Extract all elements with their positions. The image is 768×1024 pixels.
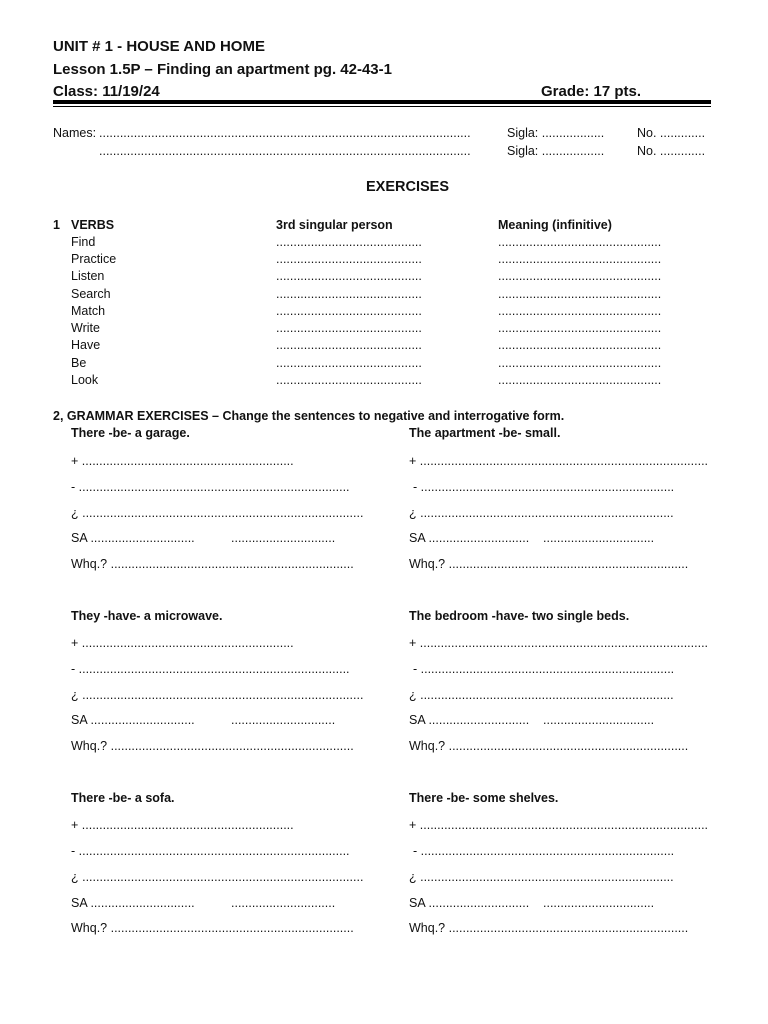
exercise-sentence: There -be- a garage. [71,426,190,440]
header-rule-thick [53,100,711,104]
verb-blank-meaning: ............................................... [498,338,662,352]
verb-item: Look [71,373,99,387]
question-line: ¿ ......................................................................... [409,506,674,520]
verb-blank-meaning: ............................................... [498,373,662,387]
question-line: ¿ ................................................................................. [71,688,364,702]
short-answer-line: SA .............................. [71,713,195,727]
class-date: Class: 11/19/24 [53,83,160,100]
names-line-1: ........................................................................................................... [99,126,471,140]
short-answer-line-2: ................................ [543,896,655,910]
affirmative-line: + ............................................................. [71,636,294,650]
short-answer-line-2: ................................ [543,531,655,545]
number-1: No. ............. [637,126,706,140]
verb-item: Be [71,356,87,370]
verb-blank-meaning: ............................................... [498,356,662,370]
verb-blank-meaning: ............................................... [498,321,662,335]
affirmative-line: + ................................................................................... [409,818,709,832]
verb-blank-third: .......................................... [276,321,422,335]
question-line: ¿ ......................................................................... [409,688,674,702]
verb-item: Practice [71,252,117,266]
grade-points: Grade: 17 pts. [541,83,642,100]
names-line-2: ........................................................................................................... [99,144,471,158]
verb-item: Listen [71,269,105,283]
wh-question-line: Whq.? ..................................................................... [409,739,689,753]
exercises-title: EXERCISES [366,179,449,195]
verb-blank-third: .......................................... [276,235,422,249]
verb-blank-meaning: ............................................... [498,304,662,318]
third-person-col-header: 3rd singular person [276,218,393,232]
short-answer-line: SA ............................. [409,896,530,910]
affirmative-line: + ............................................................. [71,454,294,468]
exercise-sentence: There -be- a sofa. [71,791,175,805]
unit-title: UNIT # 1 - HOUSE AND HOME [53,38,265,55]
wh-question-line: Whq.? ...................................................................... [71,739,354,753]
short-answer-line-2: ................................ [543,713,655,727]
short-answer-line-2: .............................. [231,531,336,545]
verb-blank-third: .......................................... [276,287,422,301]
verb-blank-meaning: ............................................... [498,235,662,249]
negative-line: - .............................................................................. [71,662,350,676]
sigla-2: Sigla: .................. [507,144,605,158]
verb-item: Match [71,304,106,318]
short-answer-line: SA ............................. [409,531,530,545]
verb-blank-third: .......................................... [276,356,422,370]
verb-blank-meaning: ............................................... [498,269,662,283]
question-line: ¿ ................................................................................. [71,870,364,884]
affirmative-line: + ................................................................................... [409,636,709,650]
verb-item: Search [71,287,111,301]
question-line: ¿ ................................................................................. [71,506,364,520]
exercise-sentence: They -have- a microwave. [71,609,223,623]
wh-question-line: Whq.? ...................................................................... [71,557,354,571]
number-2: No. ............. [637,144,706,158]
negative-line: - ......................................................................... [413,480,675,494]
verb-item: Have [71,338,101,352]
affirmative-line: + ................................................................................... [409,454,709,468]
negative-line: - .............................................................................. [71,844,350,858]
short-answer-line-2: .............................. [231,896,336,910]
verb-blank-meaning: ............................................... [498,252,662,266]
short-answer-line-2: .............................. [231,713,336,727]
wh-question-line: Whq.? ..................................................................... [409,557,689,571]
exercise-sentence: There -be- some shelves. [409,791,559,805]
verbs-number: 1 [53,218,60,232]
grammar-heading: 2, GRAMMAR EXERCISES – Change the sentences to negative and interrogative form. [53,409,565,423]
question-line: ¿ ......................................................................... [409,870,674,884]
verb-blank-third: .......................................... [276,269,422,283]
verb-item: Write [71,321,100,335]
wh-question-line: Whq.? ...................................................................... [71,921,354,935]
exercise-sentence: The apartment -be- small. [409,426,561,440]
short-answer-line: SA .............................. [71,896,195,910]
verb-blank-third: .......................................... [276,338,422,352]
verb-blank-third: .......................................... [276,304,422,318]
negative-line: - ......................................................................... [413,662,675,676]
names-label: Names: [53,126,97,140]
verbs-col-header: VERBS [71,218,115,232]
affirmative-line: + ............................................................. [71,818,294,832]
verb-blank-third: .......................................... [276,252,422,266]
short-answer-line: SA ............................. [409,713,530,727]
negative-line: - ......................................................................... [413,844,675,858]
lesson-title: Lesson 1.5P – Finding an apartment pg. 42-43-1 [53,61,392,78]
sigla-1: Sigla: .................. [507,126,605,140]
verb-item: Find [71,235,96,249]
verb-blank-meaning: ............................................... [498,287,662,301]
header-rule-thin [53,106,711,107]
wh-question-line: Whq.? ..................................................................... [409,921,689,935]
short-answer-line: SA .............................. [71,531,195,545]
negative-line: - .............................................................................. [71,480,350,494]
verb-blank-third: .......................................... [276,373,422,387]
exercise-sentence: The bedroom -have- two single beds. [409,609,630,623]
meaning-col-header: Meaning (infinitive) [498,218,612,232]
